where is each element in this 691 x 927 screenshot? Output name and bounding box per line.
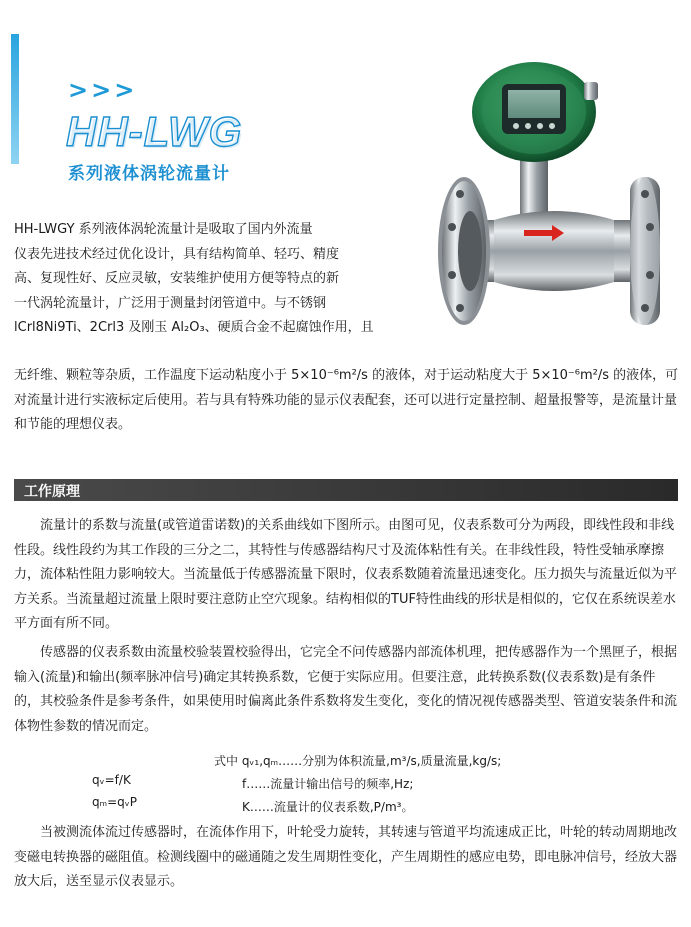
principle-paragraph-2: [14, 641, 680, 739]
formula-definition-coefficient: K……流量计的仪表系数,P/m³。: [242, 800, 414, 814]
intro-line: 一代涡轮流量计，广泛用于测量封闭管道中。与不锈钢: [14, 295, 327, 311]
intro-continuation: [14, 364, 682, 438]
flowmeter-product-image: [434, 52, 680, 332]
principle-paragraph-3: [14, 821, 680, 895]
intro-line: 高、复现性好、反应灵敏，安装维护使用方便等特点的新: [14, 271, 340, 286]
principle-text: 当被测流体流过传感器时，在流体作用下，叶轮受力旋转，其转速与管道平均流速成正比，叶轮的转动周期地改变磁电转换器的磁阻值。检测线圈中的磁通随之发生周期性变化，产生周期性的感应电势，即电脉冲信号，经放大器放大后，送至显示仪表显示。: [14, 825, 678, 889]
chevron-right-icon: >>>: [68, 76, 138, 104]
product-model-title: HH-LWG: [66, 108, 243, 155]
principle-text: 流量计的系数与流量(或管道雷诺数)的关系曲线如下图所示。由图可见，仪表系数可分为两段，即线性段和非线性段。线性段约为其工作段的三分之二，其特性与传感器结构尺寸及流体粘性有关。在非线性段，特性受轴承摩擦力，流体粘性阻力影响较大。当流量低于传感器流量下限时，仪表系数随着流量迅速变化。压力损失与流量近似为平方关系。当流量超过流量上限时要注意防止空穴现象。结构相似的TUF特性曲线的形状是相似的，它仅在系统误差水平方面有所不同。: [14, 518, 678, 631]
formula-block: [92, 769, 137, 813]
formula-mass: qₘ=qᵥP: [92, 795, 138, 809]
product-subtitle: 系列液体涡轮流量计: [68, 164, 230, 184]
intro-continuation-text: 无纤维、颗粒等杂质，工作温度下运动粘度小于 5×10⁻⁶m²/s 的液体，对于运动粘度大于 5×10⁻⁶m²/s 的液体，可对流量计进行实液标定后使用。若与具有特殊功能的显示仪表配套，还可以进行定量控制、超量报警等，是流量计量和节能的理想仪表。: [14, 368, 679, 432]
principle-paragraph-1: [14, 514, 680, 637]
section-title: 工作原理: [24, 484, 80, 500]
formula-volume: qᵥ=f/K: [92, 773, 131, 787]
formula-definition-frequency: f……流量计输出信号的频率,Hz;: [242, 777, 414, 791]
intro-line: lCrl8Ni9Ti、2Crl3 及刚玉 Al₂O₃、硬质合金不起腐蚀作用，且: [14, 320, 374, 335]
formula-definition-flow: 式中 qᵥ₁,qₘ……分别为体积流量,m³/s,质量流量,kg/s;: [214, 754, 502, 768]
accent-bar: [11, 34, 19, 164]
intro-paragraph: [14, 218, 414, 341]
principle-text: 传感器的仪表系数由流量校验装置校验得出，它完全不问传感器内部流体机理，把传感器作为一个黑匣子，根据输入(流量)和输出(频率脉冲信号)确定其转换系数，它便于实际应用。但要注意，此转换系数(仪表系数)是有条件的，其校验条件是参考条件，如果使用时偏离此条件系数将发生变化，变化的情况视传感器类型、管道安装条件和流体物性参数的情况而定。: [14, 645, 678, 734]
intro-line: HH-LWGY 系列液体涡轮流量计是吸取了国内外流量: [14, 222, 313, 237]
intro-line: 仪表先进技术经过优化设计，具有结构简单、轻巧、精度: [14, 246, 340, 262]
section-header: [14, 479, 678, 501]
